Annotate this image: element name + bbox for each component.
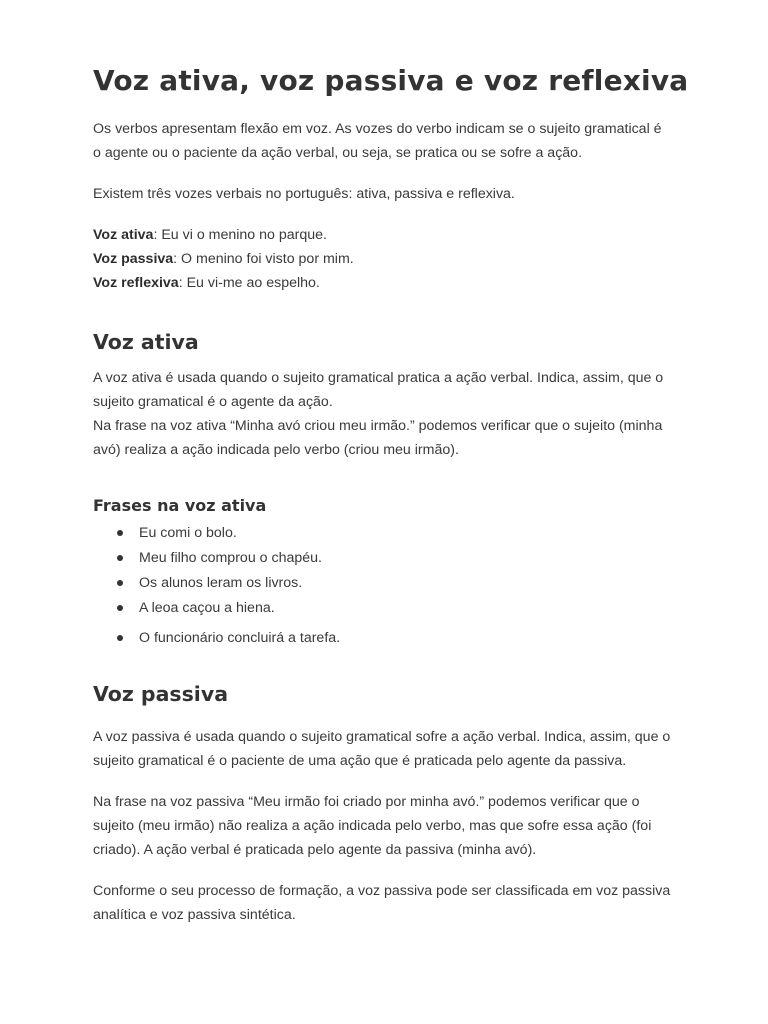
active-paragraph-2: Na frase na voz ativa “Minha avó criou meu irmão.” podemos verificar que o sujeito (minha avó) realiza a ação indicada pelo verbo (criou meu irmão). xyxy=(93,418,663,458)
bullet-icon xyxy=(117,605,123,611)
subheading-active-sentences: Frases na voz ativa xyxy=(93,496,267,515)
section-active-body xyxy=(93,366,673,462)
passive-paragraph-3: Conforme o seu processo de formação, a voz passiva pode ser classificada em voz passiva analítica e voz passiva sintética. xyxy=(93,883,671,923)
passive-paragraph-1: A voz passiva é usada quando o sujeito gramatical sofre a ação verbal. Indica, assim, que o sujeito gramatical é o paciente de uma ação que é praticada pelo agente da passiva. xyxy=(93,729,671,769)
example-text: : O menino foi visto por mim. xyxy=(173,251,354,267)
bullet-icon xyxy=(117,530,123,536)
example-label: Voz ativa xyxy=(93,227,154,243)
example-passive xyxy=(93,247,673,271)
examples-block xyxy=(93,223,673,295)
bullet-icon xyxy=(117,580,123,586)
intro-paragraph-2: Existem três vozes verbais no português: ativa, passiva e reflexiva. xyxy=(93,186,515,202)
active-paragraph-1: A voz ativa é usada quando o sujeito gramatical pratica a ação verbal. Indica, assim, que o sujeito gramatical é o agente da ação. xyxy=(93,370,664,410)
section-heading-passive: Voz passiva xyxy=(93,682,229,706)
example-label: Voz reflexiva xyxy=(93,275,179,291)
intro-paragraph-1: Os verbos apresentam flexão em voz. As vozes do verbo indicam se o sujeito gramatical é o agente ou o paciente da ação verbal, ou seja, se pratica ou se sofre a ação. xyxy=(93,121,662,161)
example-label: Voz passiva xyxy=(93,251,174,267)
bullet-icon xyxy=(117,555,123,561)
example-reflexive xyxy=(93,271,673,295)
bullet-icon xyxy=(117,635,123,641)
passive-paragraph-2: Na frase na voz passiva “Meu irmão foi criado por minha avó.” podemos verificar que o sujeito (meu irmão) não realiza a ação indicada pelo verbo, mas que sofre essa ação (foi criado). A ação verbal é praticada pelo agente da passiva (minha avó). xyxy=(93,794,652,858)
page-title: Voz ativa, voz passiva e voz reflexiva xyxy=(93,64,689,97)
example-active xyxy=(93,223,673,247)
example-text: : Eu vi o menino no parque. xyxy=(153,227,327,243)
example-text: : Eu vi-me ao espelho. xyxy=(178,275,320,291)
section-heading-active: Voz ativa xyxy=(93,330,199,354)
